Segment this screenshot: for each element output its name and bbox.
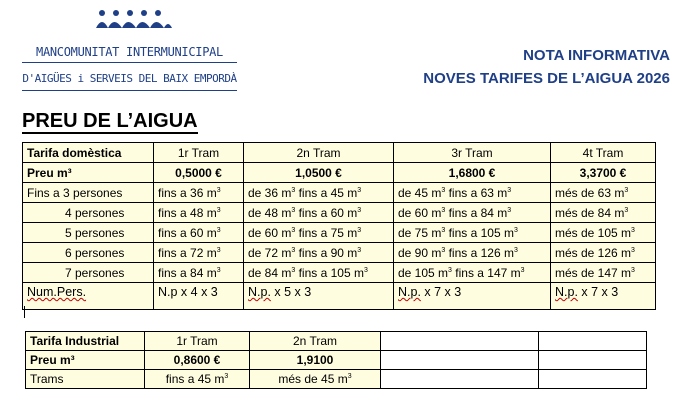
note-header xyxy=(423,44,670,90)
tier3-formula: N.p. x 7 x 3 xyxy=(394,283,551,310)
tier4-cell: més de 105 $m^3$ xyxy=(551,223,656,243)
table-row xyxy=(26,370,647,389)
industrial-tariff-table xyxy=(25,331,647,389)
logo-text-line1: MANCOMUNITAT INTERMUNICIPAL xyxy=(22,42,237,63)
tier2-cell: de 36 $m^3$ fins a 45 $m^3$ xyxy=(244,183,394,203)
empty-cell xyxy=(539,351,647,370)
tier3-cell: de 105 $m^3$ fins a 147 $m^3$ xyxy=(394,263,551,283)
table-row xyxy=(23,263,656,283)
price-value: 0,8600 € xyxy=(145,351,250,370)
tier3-cell: de 90 $m^3$ fins a 126 $m^3$ xyxy=(394,243,551,263)
tier2-formula: N.p. x 5 x 3 xyxy=(244,283,394,310)
tier-header: 3r Tram xyxy=(394,143,551,163)
tier1-cell: fins a 36 $m^3$ xyxy=(154,183,244,203)
logo-wave-figures-icon xyxy=(94,8,174,30)
note-title: NOTA INFORMATIVA xyxy=(523,47,670,64)
tier2-cell: de 84 $m^3$ fins a 105 $m^3$ xyxy=(244,263,394,283)
tier-header: 4t Tram xyxy=(551,143,656,163)
industrial-title: Tarifa Industrial xyxy=(26,332,145,351)
empty-cell xyxy=(381,351,539,370)
table-row xyxy=(23,243,656,263)
tier2-cell: més de 45 $m^3$ xyxy=(250,370,381,389)
price-label: Preu m³ xyxy=(26,351,145,370)
tier1-cell: fins a 84 $m^3$ xyxy=(154,263,244,283)
tier1-cell: fins a 60 $m^3$ xyxy=(154,223,244,243)
tier3-cell: de 75 $m^3$ fins a 105 $m^3$ xyxy=(394,223,551,243)
empty-cell xyxy=(381,332,539,351)
domestic-title: Tarifa domèstica xyxy=(23,143,154,163)
tier4-formula: N.p. x 7 x 3 xyxy=(551,283,656,310)
tier1-cell: fins a 45 $m^3$ xyxy=(145,370,250,389)
tier2-cell: de 72 $m^3$ fins a 90 $m^3$ xyxy=(244,243,394,263)
persons-label: Fins a 3 persones xyxy=(23,183,154,203)
tier1-cell: fins a 48 $m^3$ xyxy=(154,203,244,223)
price-value: 3,3700 € xyxy=(551,163,656,183)
tier4-cell: més de 63 $m^3$ xyxy=(551,183,656,203)
trams-label: Trams xyxy=(26,370,145,389)
empty-cell xyxy=(381,370,539,389)
price-value: 0,5000 € xyxy=(154,163,244,183)
tier-header: 1r Tram xyxy=(145,332,250,351)
table-row xyxy=(23,203,656,223)
logo xyxy=(22,8,237,92)
logo-text-line2: D'AIGÜES i SERVEIS DEL BAIX EMPORDÀ xyxy=(22,68,237,91)
tier2-cell: de 48 $m^3$ fins a 60 $m^3$ xyxy=(244,203,394,223)
tier-header: 2n Tram xyxy=(244,143,394,163)
table-row xyxy=(23,183,656,203)
tier3-cell: de 45 $m^3$ fins a 63 $m^3$ xyxy=(394,183,551,203)
table-header-row xyxy=(23,143,656,163)
text-cursor xyxy=(24,306,25,318)
table-header-row xyxy=(26,332,647,351)
empty-cell xyxy=(539,370,647,389)
note-subtitle: NOVES TARIFES DE L’AIGUA 2026 xyxy=(423,70,670,87)
price-value: 1,0500 € xyxy=(244,163,394,183)
price-value: 1,6800 € xyxy=(394,163,551,183)
persons-label: 6 persones xyxy=(23,243,154,263)
tier4-cell: més de 84 $m^3$ xyxy=(551,203,656,223)
price-row xyxy=(26,351,647,370)
tier-header: 1r Tram xyxy=(154,143,244,163)
tier4-cell: més de 126 $m^3$ xyxy=(551,243,656,263)
price-value: 1,9100 xyxy=(250,351,381,370)
tier1-formula: N.p x 4 x 3 xyxy=(154,283,244,310)
price-label: Preu m³ xyxy=(23,163,154,183)
persons-label: 5 persones xyxy=(23,223,154,243)
page-heading: PREU DE L’AIGUA xyxy=(22,110,198,132)
domestic-tariff-table xyxy=(22,142,656,310)
tier-header: 2n Tram xyxy=(250,332,381,351)
numpers-label: Num.Pers. xyxy=(23,283,154,310)
tier1-cell: fins a 72 $m^3$ xyxy=(154,243,244,263)
price-row xyxy=(23,163,656,183)
empty-cell xyxy=(539,332,647,351)
tier2-cell: de 60 $m^3$ fins a 75 $m^3$ xyxy=(244,223,394,243)
numpers-row xyxy=(23,283,656,310)
persons-label: 7 persones xyxy=(23,263,154,283)
tier3-cell: de 60 $m^3$ fins a 84 $m^3$ xyxy=(394,203,551,223)
persons-label: 4 persones xyxy=(23,203,154,223)
table-row xyxy=(23,223,656,243)
tier4-cell: més de 147 $m^3$ xyxy=(551,263,656,283)
